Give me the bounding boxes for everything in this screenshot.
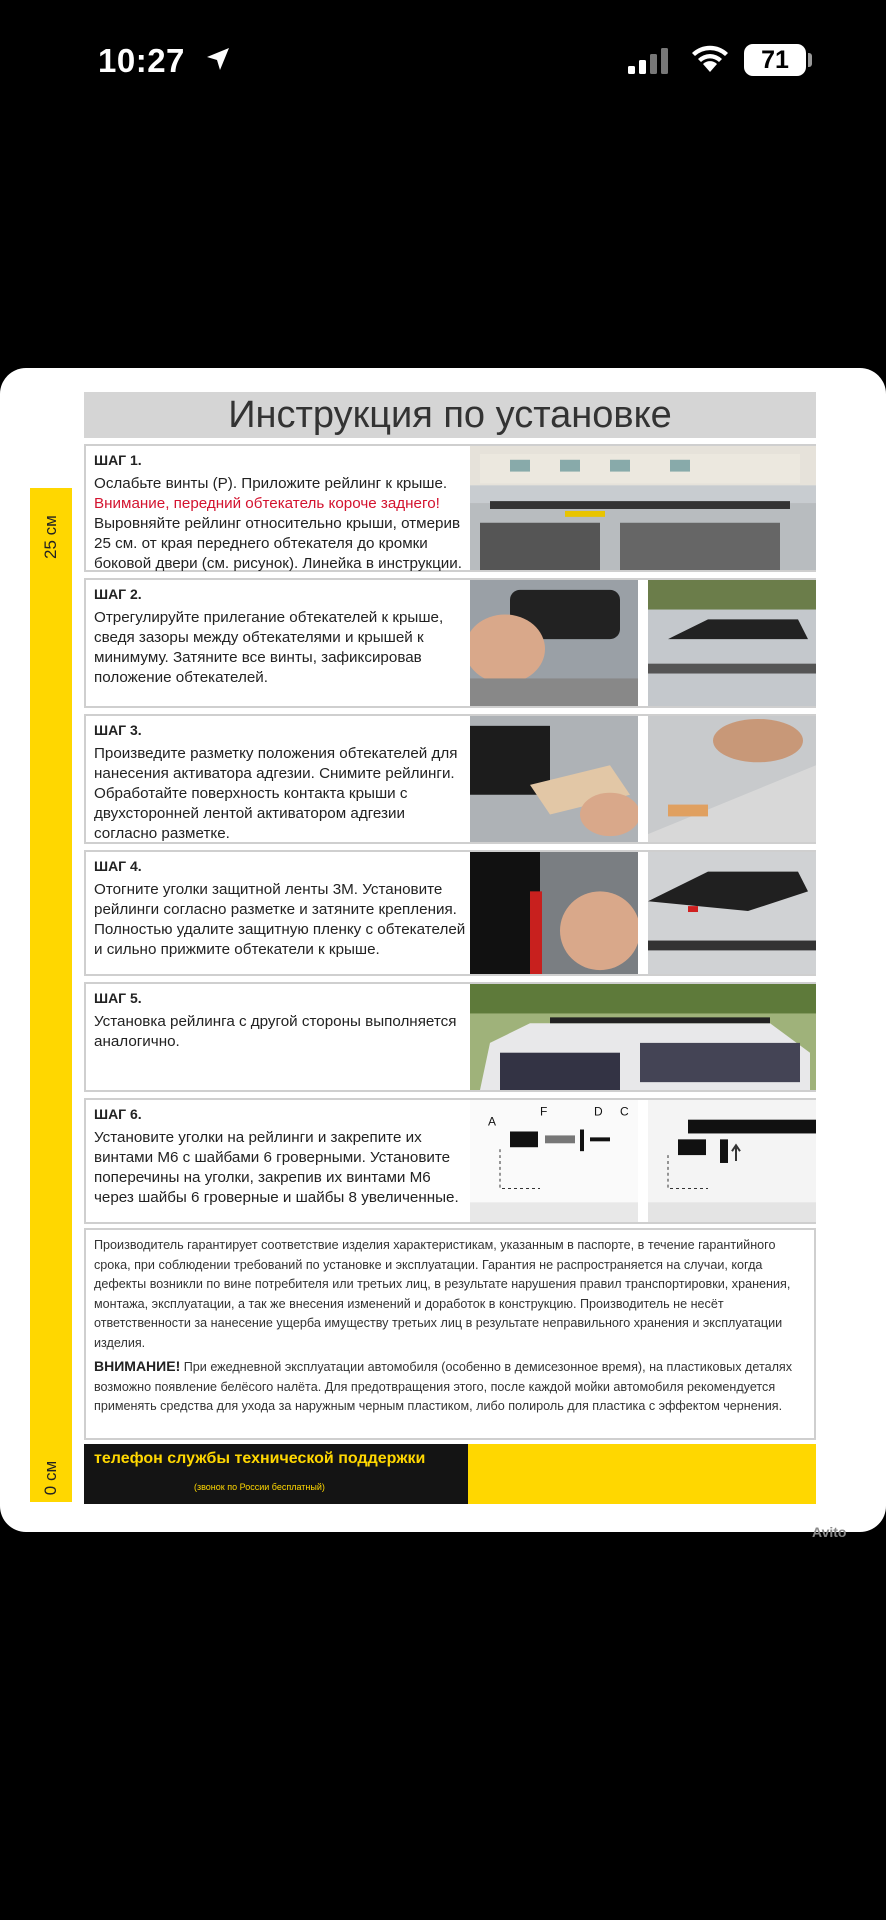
step-text: Произведите разметку положения обтекателей для нанесения активатора адгезии. Снимите рейлинги. Обработайте поверхность контакта крыши с двухсторонней лентой активатором адгезии согласно разметке. (94, 745, 458, 842)
location-arrow-icon (205, 46, 231, 72)
cellular-signal-icon (628, 48, 674, 76)
status-time: 10:27 (98, 42, 185, 79)
attention-text: При ежедневной эксплуатации автомобиля (особенно в демисезонное время), на пластиковых деталях возможно появление белёсого налёта. Для предотвращения этого, после каждой мойки автомобиля рекомендуется применять средства для ухода за наружным черным пластиком, либо полироль для пластика с эффектом чернения. (94, 1360, 793, 1413)
step-title: ШАГ 1. (94, 452, 142, 468)
fairing-adjust-photo (470, 580, 638, 706)
car-side-photo (470, 446, 816, 570)
support-dark-panel (84, 1444, 468, 1504)
marking-photo (470, 716, 638, 842)
tape-corner-photo (470, 852, 638, 974)
status-bar (0, 0, 886, 120)
step-title: ШАГ 6. (94, 1106, 142, 1122)
ruler-label-top: 25 см (41, 515, 60, 559)
warranty-text-block (84, 1228, 816, 1440)
step-text: Ослабьте винты (Р). Приложите рейлинг к крыше. (94, 475, 448, 492)
car-with-rails-photo (470, 984, 816, 1090)
step-text-2: Выровняйте рейлинг относительно крыши, отмерив 25 см. от края переднего обтекателя до кромки боковой двери (см. рисунок). Линейка в инструкции. (94, 515, 462, 572)
ruler-label-bottom: 0 см (41, 1460, 60, 1496)
diagram-label-d: D (594, 1104, 603, 1119)
document-title: Инструкция по установке (84, 392, 816, 438)
step-2 (84, 578, 816, 708)
step-6 (84, 1098, 816, 1224)
warranty-text: Производитель гарантирует соответствие изделия характеристикам, указанным в паспорте, в течение гарантийного срока, при соблюдении требований по установке и эксплуатации. Гарантия не распространяется на случаи, когда дефекты возникли по вине потребителя или третьих лиц, в результате нарушения правил транспортировки, хранения, монтажа, эксплуатации, а так же внесения изменений и доработок в конструкцию. Производитель не несёт ответственности за нанесение ущерба имуществу третьих лиц в результате неправильного хранения и эксплуатации изделия. (94, 1238, 791, 1350)
step-text: Отрегулируйте прилегание обтекателей к крыше, сведя зазоры между обтекателями и крышей к минимуму. Затяните все винты, зафиксировав положение обтекателей. (94, 609, 444, 686)
diagram-label-f: F (540, 1104, 548, 1119)
rail-installed-photo (648, 852, 816, 974)
support-title: телефон службы технической поддержки (94, 1450, 426, 1467)
diagram-label-c: C (620, 1104, 629, 1119)
crossbar-diagram-right (648, 1100, 816, 1222)
attention-label: ВНИМАНИЕ! (94, 1358, 181, 1374)
wifi-icon (690, 44, 730, 74)
step-1 (84, 444, 816, 572)
battery-indicator: 71 (744, 44, 806, 76)
diagram-label-a: A (488, 1114, 497, 1129)
step-text: Установка рейлинга с другой стороны выполняется аналогично. (94, 1013, 457, 1050)
step-title: ШАГ 5. (94, 990, 142, 1006)
fairing-mounted-photo (648, 580, 816, 706)
ruler-strip (30, 488, 72, 1502)
avito-watermark: Avito (812, 1524, 847, 1540)
support-note: (звонок по России бесплатный) (194, 1482, 325, 1492)
step-3 (84, 714, 816, 844)
crossbar-diagram-left (470, 1100, 638, 1222)
step-text: Отогните уголки защитной ленты 3М. Установите рейлинги согласно разметке и затяните крепления. Полностью удалите защитную пленку с обтекателей и сильно прижмите обтекатели к крыше. (94, 881, 466, 958)
battery-tip (808, 53, 812, 67)
step-5 (84, 982, 816, 1092)
activator-photo (648, 716, 816, 842)
step-title: ШАГ 2. (94, 586, 142, 602)
step-4 (84, 850, 816, 976)
step-title: ШАГ 4. (94, 858, 142, 874)
step-warning: Внимание, передний обтекатель короче заднего! (94, 495, 440, 512)
step-title: ШАГ 3. (94, 722, 142, 738)
instruction-image[interactable] (0, 368, 886, 1532)
step-text: Установите уголки на рейлинги и закрепите их винтами М6 с шайбами 6 гроверными. Установите поперечины на уголки, закрепив их винтами М6 через шайбы 6 гроверные и шайбы 8 увеличенные. (94, 1129, 459, 1206)
support-bar (84, 1444, 816, 1504)
